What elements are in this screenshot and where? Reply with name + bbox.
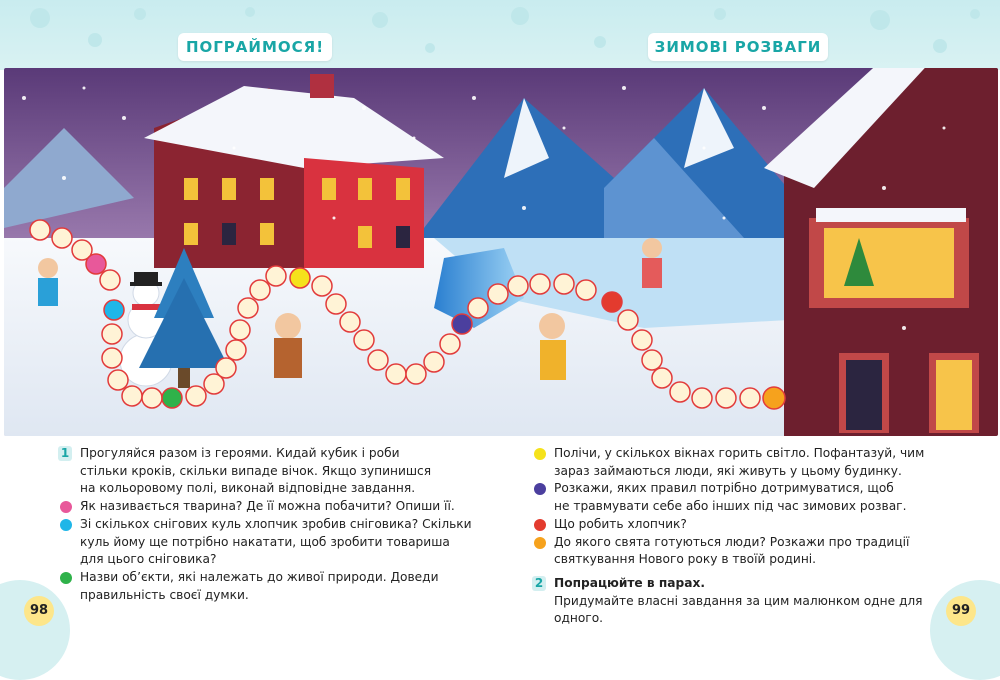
section-title-play: ПОГРАЙМОСЯ!	[178, 33, 332, 61]
task-1-line: стільки кроків, скільки випаде вічок. Якщо зупинишся	[80, 463, 432, 478]
task-1-line: Прогуляйся разом із героями. Кидай кубик і роби	[80, 446, 400, 460]
question-yellow	[532, 445, 932, 480]
question-line: Що робить хлопчик?	[554, 516, 687, 531]
blue-dot-icon	[60, 519, 72, 531]
question-blue	[58, 516, 488, 569]
question-line: Зі скількох снігових куль хлопчик зробив сніговика? Скільки	[80, 516, 472, 531]
task-number-badge: 1	[58, 446, 72, 461]
header-band	[0, 0, 1000, 70]
question-line: Полічи, у скількох вікнах горить світло. Пофантазуй, чим	[554, 446, 925, 460]
task-1	[58, 445, 488, 498]
question-line: для цього сніговика?	[80, 552, 217, 567]
question-purple	[532, 480, 932, 515]
question-orange	[532, 534, 932, 569]
question-line: не травмувати себе або інших під час зимових розваг.	[554, 499, 907, 514]
left-page-text	[58, 445, 488, 604]
question-line: Назви об’єкти, які належать до живої природи. Доведи	[80, 569, 439, 584]
task-2-line: Придумайте власні завдання за цим малюнком одне для	[554, 593, 923, 608]
right-page-text	[532, 445, 932, 628]
task-2-line: одного.	[554, 611, 604, 626]
task-number-badge: 2	[532, 576, 546, 591]
question-line: святкування Нового року в твоїй родині.	[554, 552, 817, 567]
question-line: куль йому ще потрібно накатати, щоб зробити товариша	[80, 534, 450, 549]
question-line: Як називається тварина? Де її можна побачити? Опиши її.	[80, 499, 455, 514]
task-2	[532, 575, 932, 628]
question-red	[532, 516, 932, 534]
winter-scene-illustration	[4, 68, 998, 436]
page-number-left: 98	[24, 596, 54, 626]
header-bubbles-decoration	[0, 0, 1000, 70]
question-green	[58, 569, 488, 604]
pink-dot-icon	[60, 501, 72, 513]
question-line: правильність своєї думки.	[80, 587, 249, 602]
orange-dot-icon	[534, 537, 546, 549]
question-line: Розкажи, яких правил потрібно дотримуватися, щоб	[554, 481, 894, 496]
yellow-dot-icon	[534, 448, 546, 460]
page-number-right: 99	[946, 596, 976, 626]
corner-decoration-right	[930, 580, 1000, 680]
question-line: зараз займаються люди, які живуть у цьому будинку.	[554, 463, 902, 478]
red-dot-icon	[534, 519, 546, 531]
task-1-line: на кольоровому полі, виконай відповідне завдання.	[80, 481, 416, 496]
task-2-title: Попрацюйте в парах.	[554, 575, 705, 590]
question-line: До якого свята готуються люди? Розкажи про традиції	[554, 534, 910, 549]
section-title-winter-fun: ЗИМОВІ РОЗВАГИ	[648, 33, 828, 61]
question-pink	[58, 498, 488, 516]
purple-dot-icon	[534, 483, 546, 495]
green-dot-icon	[60, 572, 72, 584]
